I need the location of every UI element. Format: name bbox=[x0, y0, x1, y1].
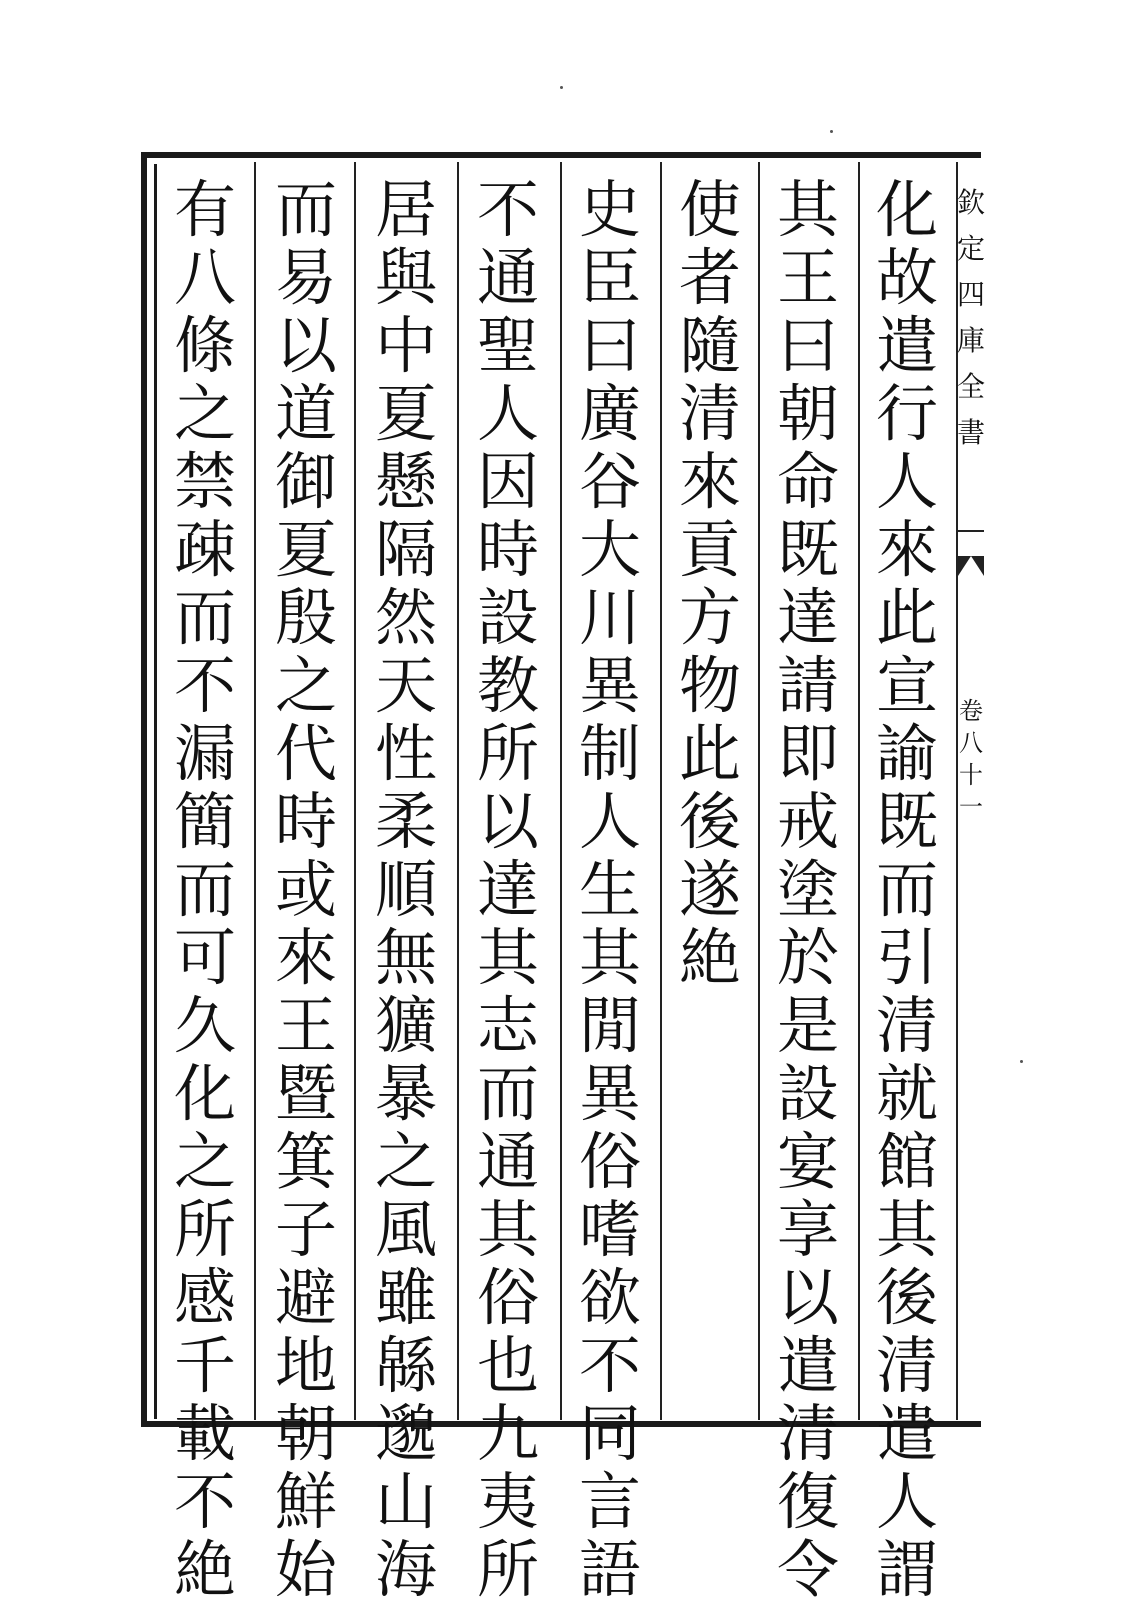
glyph: 夏 bbox=[274, 513, 337, 586]
glyph: 言 bbox=[578, 1465, 641, 1538]
glyph: 以 bbox=[476, 785, 539, 858]
margin-glyph: 定 bbox=[957, 232, 986, 265]
glyph: 此 bbox=[875, 581, 938, 654]
glyph: 朝 bbox=[776, 377, 839, 450]
text-column-7 bbox=[256, 173, 356, 1606]
fishtail-mark bbox=[958, 556, 984, 576]
glyph: 不 bbox=[578, 1329, 641, 1402]
glyph: 八 bbox=[173, 241, 236, 314]
glyph: 化 bbox=[875, 173, 938, 246]
glyph: 復 bbox=[776, 1465, 839, 1538]
glyph: 居 bbox=[374, 173, 437, 246]
glyph: 欲 bbox=[578, 1261, 641, 1334]
glyph: 不 bbox=[173, 1465, 236, 1538]
glyph: 志 bbox=[476, 989, 539, 1062]
glyph: 同 bbox=[578, 1397, 641, 1470]
glyph: 王 bbox=[776, 241, 839, 314]
glyph: 宴 bbox=[776, 1125, 839, 1198]
glyph: 川 bbox=[578, 581, 641, 654]
glyph: 遣 bbox=[875, 1397, 938, 1470]
glyph: 於 bbox=[776, 921, 839, 994]
glyph: 享 bbox=[776, 1193, 839, 1266]
glyph: 遣 bbox=[875, 309, 938, 382]
glyph: 九 bbox=[476, 1397, 539, 1470]
margin-glyph: 欽 bbox=[957, 186, 986, 219]
glyph: 清 bbox=[776, 1397, 839, 1470]
glyph: 清 bbox=[875, 1329, 938, 1402]
glyph: 避 bbox=[274, 1261, 337, 1334]
glyph: 後 bbox=[875, 1261, 938, 1334]
glyph: 戒 bbox=[776, 785, 839, 858]
glyph: 暴 bbox=[374, 1057, 437, 1130]
glyph: 方 bbox=[678, 581, 741, 654]
glyph: 而 bbox=[875, 853, 938, 926]
glyph: 臣 bbox=[578, 241, 641, 314]
margin-glyph: 庫 bbox=[957, 324, 986, 357]
text-column-4 bbox=[560, 173, 660, 1606]
glyph: 達 bbox=[476, 853, 539, 926]
glyph: 遣 bbox=[776, 1329, 839, 1402]
text-column-5 bbox=[458, 173, 558, 1606]
glyph: 語 bbox=[578, 1533, 641, 1606]
glyph: 所 bbox=[173, 1193, 236, 1266]
glyph: 風 bbox=[374, 1193, 437, 1266]
glyph: 千 bbox=[173, 1329, 236, 1402]
glyph: 子 bbox=[274, 1193, 337, 1266]
glyph: 令 bbox=[776, 1533, 839, 1606]
glyph: 不 bbox=[173, 649, 236, 722]
glyph: 地 bbox=[274, 1329, 337, 1402]
glyph: 物 bbox=[678, 649, 741, 722]
glyph: 箕 bbox=[274, 1125, 337, 1198]
glyph: 制 bbox=[578, 717, 641, 790]
glyph: 順 bbox=[374, 853, 437, 926]
glyph: 曰 bbox=[776, 309, 839, 382]
glyph: 疎 bbox=[173, 513, 236, 586]
glyph: 設 bbox=[776, 1057, 839, 1130]
glyph: 俗 bbox=[578, 1125, 641, 1198]
glyph: 嗜 bbox=[578, 1193, 641, 1266]
glyph: 閒 bbox=[578, 989, 641, 1062]
glyph: 塗 bbox=[776, 853, 839, 926]
glyph: 貢 bbox=[678, 513, 741, 586]
glyph: 來 bbox=[875, 513, 938, 586]
glyph: 所 bbox=[476, 717, 539, 790]
glyph: 易 bbox=[274, 241, 337, 314]
glyph: 之 bbox=[173, 377, 236, 450]
glyph: 人 bbox=[476, 377, 539, 450]
glyph: 曰 bbox=[578, 309, 641, 382]
glyph: 以 bbox=[274, 309, 337, 382]
glyph: 性 bbox=[374, 717, 437, 790]
glyph: 異 bbox=[578, 1057, 641, 1130]
margin-glyph: 十 bbox=[959, 761, 983, 789]
glyph: 殷 bbox=[274, 581, 337, 654]
glyph: 久 bbox=[173, 989, 236, 1062]
glyph: 後 bbox=[678, 785, 741, 858]
text-column-8 bbox=[155, 173, 255, 1606]
glyph: 隨 bbox=[678, 309, 741, 382]
glyph: 與 bbox=[374, 241, 437, 314]
glyph: 谷 bbox=[578, 445, 641, 518]
glyph: 其 bbox=[776, 173, 839, 246]
glyph: 遂 bbox=[678, 853, 741, 926]
glyph: 之 bbox=[374, 1125, 437, 1198]
glyph: 來 bbox=[274, 921, 337, 994]
glyph: 就 bbox=[875, 1057, 938, 1130]
glyph: 所 bbox=[476, 1533, 539, 1606]
glyph: 禁 bbox=[173, 445, 236, 518]
glyph: 道 bbox=[274, 377, 337, 450]
glyph: 天 bbox=[374, 649, 437, 722]
glyph: 山 bbox=[374, 1465, 437, 1538]
glyph: 此 bbox=[678, 717, 741, 790]
margin-glyph: 一 bbox=[959, 793, 983, 821]
glyph: 人 bbox=[875, 445, 938, 518]
glyph: 緜 bbox=[374, 1329, 437, 1402]
glyph: 其 bbox=[578, 921, 641, 994]
glyph: 大 bbox=[578, 513, 641, 586]
glyph: 人 bbox=[578, 785, 641, 858]
glyph: 通 bbox=[476, 1125, 539, 1198]
glyph: 雖 bbox=[374, 1261, 437, 1334]
glyph: 簡 bbox=[173, 785, 236, 858]
glyph: 是 bbox=[776, 989, 839, 1062]
glyph: 中 bbox=[374, 309, 437, 382]
glyph: 邈 bbox=[374, 1397, 437, 1470]
glyph: 者 bbox=[678, 241, 741, 314]
glyph: 時 bbox=[476, 513, 539, 586]
glyph: 可 bbox=[173, 921, 236, 994]
glyph: 條 bbox=[173, 309, 236, 382]
glyph: 教 bbox=[476, 649, 539, 722]
glyph: 時 bbox=[274, 785, 337, 858]
text-column-2 bbox=[758, 173, 858, 1606]
glyph: 謂 bbox=[875, 1533, 938, 1606]
glyph: 鮮 bbox=[274, 1465, 337, 1538]
glyph: 廣 bbox=[578, 377, 641, 450]
glyph: 之 bbox=[274, 649, 337, 722]
glyph: 生 bbox=[578, 853, 641, 926]
margin-chapter-label bbox=[958, 695, 984, 823]
glyph: 宣 bbox=[875, 649, 938, 722]
glyph: 來 bbox=[678, 445, 741, 518]
glyph: 朝 bbox=[274, 1397, 337, 1470]
glyph: 或 bbox=[274, 853, 337, 926]
glyph: 以 bbox=[776, 1261, 839, 1334]
glyph: 絶 bbox=[678, 921, 741, 994]
glyph: 清 bbox=[678, 377, 741, 450]
glyph: 諭 bbox=[875, 717, 938, 790]
glyph: 既 bbox=[875, 785, 938, 858]
text-column-3 bbox=[660, 173, 760, 994]
glyph: 隔 bbox=[374, 513, 437, 586]
glyph: 代 bbox=[274, 717, 337, 790]
glyph: 始 bbox=[274, 1533, 337, 1606]
margin-glyph: 四 bbox=[957, 278, 986, 311]
glyph: 化 bbox=[173, 1057, 236, 1130]
glyph: 既 bbox=[776, 513, 839, 586]
glyph: 清 bbox=[875, 989, 938, 1062]
glyph: 而 bbox=[274, 173, 337, 246]
margin-glyph: 書 bbox=[957, 416, 986, 449]
glyph: 其 bbox=[875, 1193, 938, 1266]
glyph: 夷 bbox=[476, 1465, 539, 1538]
glyph: 而 bbox=[476, 1057, 539, 1130]
glyph: 也 bbox=[476, 1329, 539, 1402]
glyph: 之 bbox=[173, 1125, 236, 1198]
glyph: 因 bbox=[476, 445, 539, 518]
glyph: 故 bbox=[875, 241, 938, 314]
glyph: 夏 bbox=[374, 377, 437, 450]
glyph: 御 bbox=[274, 445, 337, 518]
glyph: 而 bbox=[173, 581, 236, 654]
glyph: 史 bbox=[578, 173, 641, 246]
glyph: 有 bbox=[173, 173, 236, 246]
glyph: 海 bbox=[374, 1533, 437, 1606]
margin-glyph: 卷 bbox=[959, 697, 983, 725]
glyph: 暨 bbox=[274, 1057, 337, 1130]
glyph: 人 bbox=[875, 1465, 938, 1538]
margin-book-title bbox=[958, 180, 984, 456]
glyph: 柔 bbox=[374, 785, 437, 858]
glyph: 獷 bbox=[374, 989, 437, 1062]
glyph: 漏 bbox=[173, 717, 236, 790]
glyph: 即 bbox=[776, 717, 839, 790]
glyph: 而 bbox=[173, 853, 236, 926]
glyph: 其 bbox=[476, 921, 539, 994]
glyph: 感 bbox=[173, 1261, 236, 1334]
glyph: 其 bbox=[476, 1193, 539, 1266]
glyph: 然 bbox=[374, 581, 437, 654]
glyph: 絶 bbox=[173, 1533, 236, 1606]
glyph: 館 bbox=[875, 1125, 938, 1198]
glyph: 不 bbox=[476, 173, 539, 246]
glyph: 通 bbox=[476, 241, 539, 314]
glyph: 俗 bbox=[476, 1261, 539, 1334]
glyph: 懸 bbox=[374, 445, 437, 518]
glyph: 引 bbox=[875, 921, 938, 994]
margin-glyph: 八 bbox=[959, 729, 983, 757]
glyph: 命 bbox=[776, 445, 839, 518]
glyph: 請 bbox=[776, 649, 839, 722]
glyph: 設 bbox=[476, 581, 539, 654]
glyph: 行 bbox=[875, 377, 938, 450]
glyph: 王 bbox=[274, 989, 337, 1062]
glyph: 載 bbox=[173, 1397, 236, 1470]
glyph: 使 bbox=[678, 173, 741, 246]
glyph: 聖 bbox=[476, 309, 539, 382]
glyph: 無 bbox=[374, 921, 437, 994]
text-column-1 bbox=[857, 173, 957, 1606]
glyph: 異 bbox=[578, 649, 641, 722]
text-column-6 bbox=[356, 173, 456, 1606]
margin-glyph: 全 bbox=[957, 370, 986, 403]
glyph: 達 bbox=[776, 581, 839, 654]
